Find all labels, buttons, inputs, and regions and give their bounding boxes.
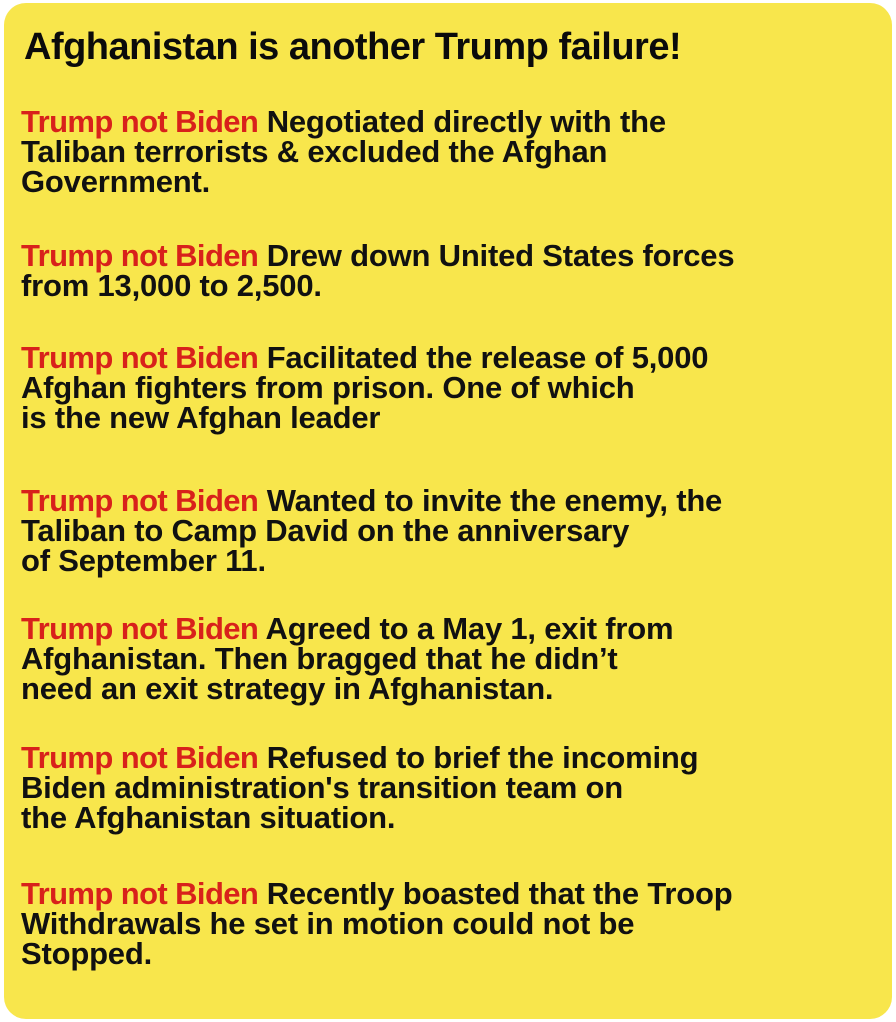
- claim-lead: Trump not Biden: [21, 483, 259, 518]
- claim-first-line: [21, 740, 881, 775]
- claim-lead: Trump not Biden: [21, 238, 259, 273]
- claim-text: Afghanistan. Then bragged that he didn’t: [21, 641, 618, 676]
- claim-first-line: [21, 611, 881, 646]
- claim-lead: Trump not Biden: [21, 340, 259, 375]
- claim-text: Recently boasted that the Troop: [266, 876, 733, 911]
- meme-card: [4, 3, 892, 1019]
- claim-lead: Trump not Biden: [21, 740, 259, 775]
- claim-text: Taliban to Camp David on the anniversary: [21, 513, 630, 548]
- claim-item: [21, 611, 881, 706]
- claim-text: of September 11.: [21, 543, 266, 578]
- claim-first-line: [21, 238, 881, 273]
- claim-text: Government.: [21, 164, 211, 199]
- claim-first-line: [21, 876, 881, 911]
- claim-text: Agreed to a May 1, exit from: [265, 611, 674, 646]
- claim-item: [21, 238, 881, 303]
- claim-text: Wanted to invite the enemy, the: [266, 483, 723, 518]
- claim-first-line: [21, 340, 881, 375]
- claim-text: Withdrawals he set in motion could not be: [21, 906, 635, 941]
- claim-text: is the new Afghan leader: [21, 400, 381, 435]
- claim-text: Facilitated the release of 5,000: [266, 340, 709, 375]
- claim-text: Drew down United States forces: [266, 238, 735, 273]
- claim-lead: Trump not Biden: [21, 611, 259, 646]
- claim-item: [21, 740, 881, 835]
- claim-text: the Afghanistan situation.: [21, 800, 396, 835]
- claim-text: Biden administration's transition team on: [21, 770, 624, 805]
- claim-lead: Trump not Biden: [21, 104, 259, 139]
- claim-text: Afghan fighters from prison. One of which: [21, 370, 635, 405]
- claim-first-line: [21, 104, 881, 139]
- claim-lead: Trump not Biden: [21, 876, 259, 911]
- claim-text: Taliban terrorists & excluded the Afghan: [21, 134, 608, 169]
- claim-item: [21, 104, 881, 199]
- meme-title: Afghanistan is another Trump failure!: [24, 26, 682, 68]
- claim-first-line: [21, 483, 881, 518]
- claim-text: Refused to brief the incoming: [266, 740, 699, 775]
- claim-text: from 13,000 to 2,500.: [21, 268, 322, 303]
- claim-text: need an exit strategy in Afghanistan.: [21, 671, 554, 706]
- claim-item: [21, 483, 881, 578]
- claim-text: Stopped.: [21, 936, 152, 971]
- claim-item: [21, 340, 881, 435]
- claim-text: Negotiated directly with the: [266, 104, 666, 139]
- claim-item: [21, 876, 881, 971]
